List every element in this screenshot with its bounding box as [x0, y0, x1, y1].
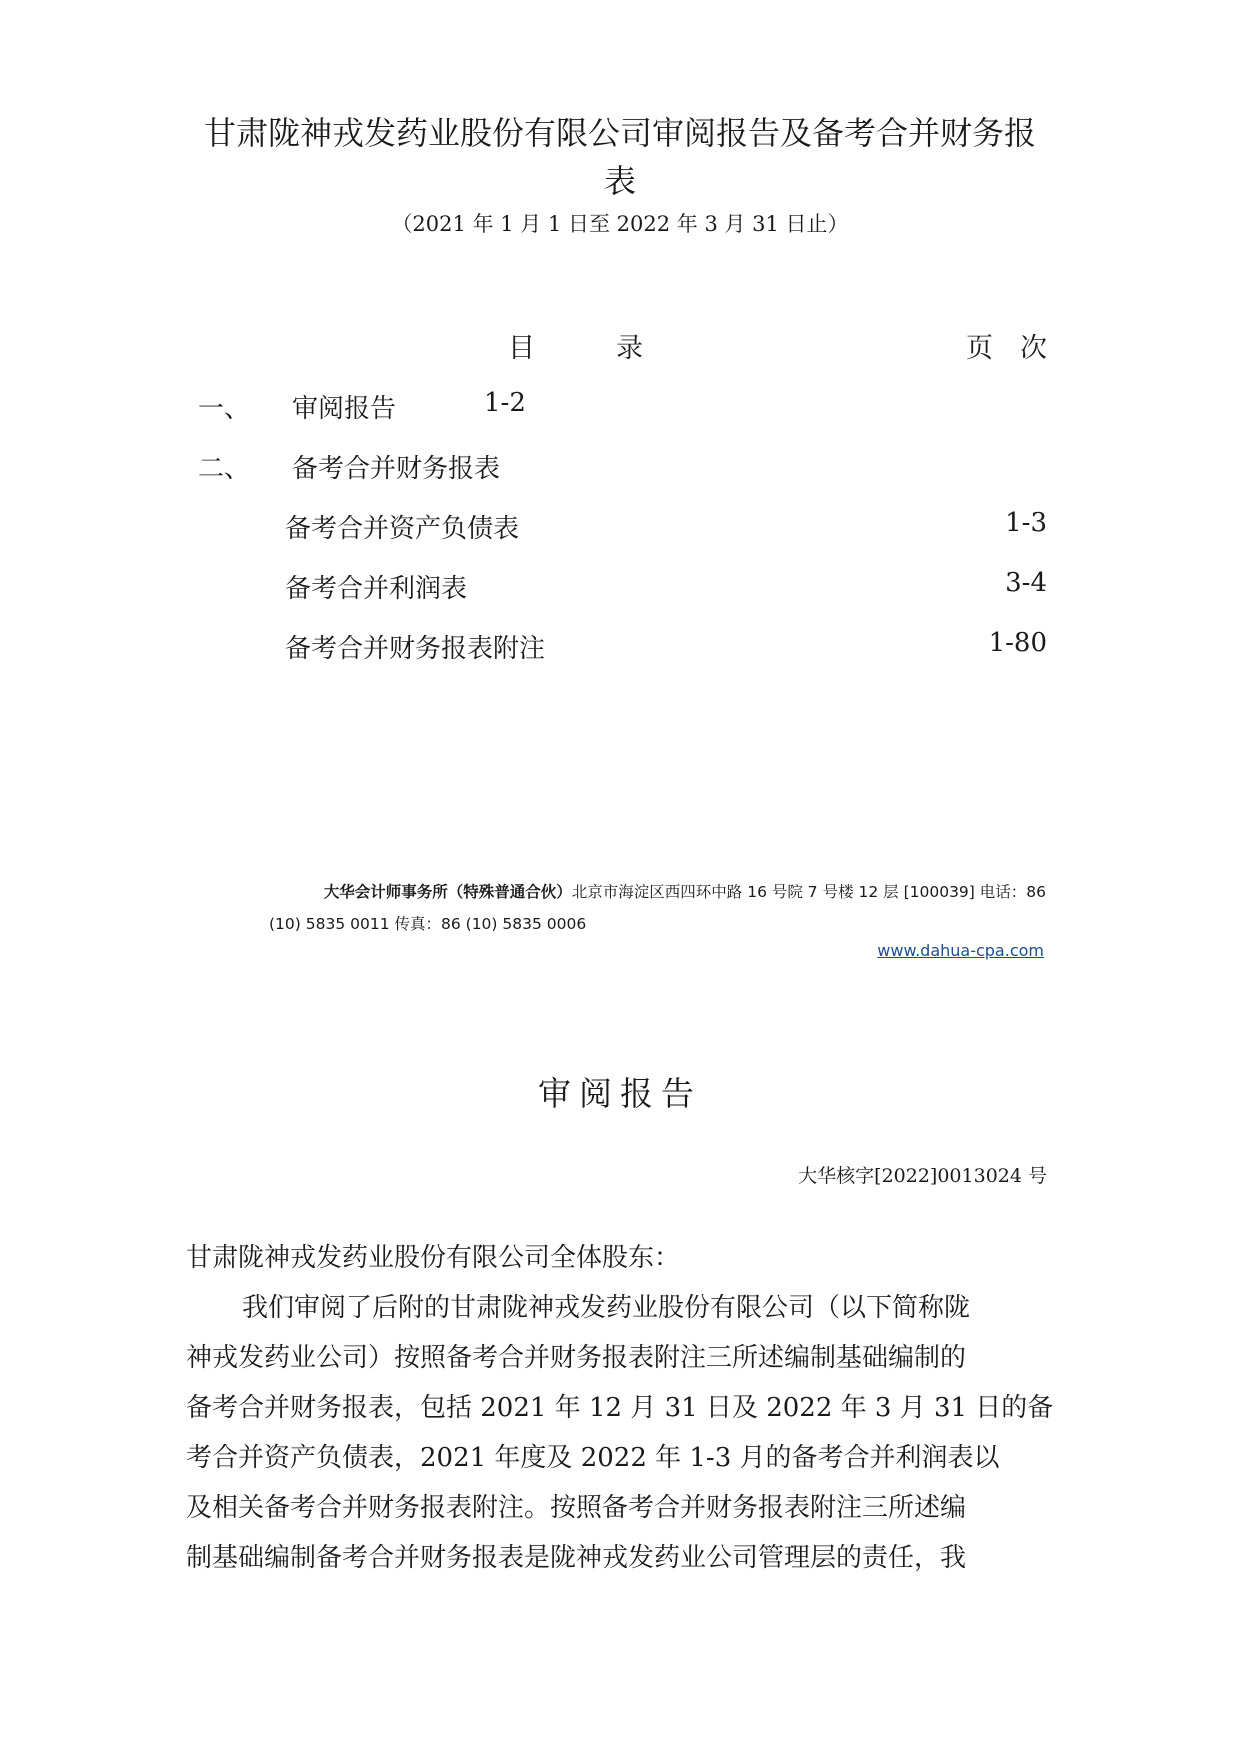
toc-heading-pages: 页 次: [966, 333, 1047, 364]
toc-subitem-balance-sheet: 备考合并资产负债表: [285, 514, 520, 544]
toc-item-2-label: 备考合并财务报表: [292, 454, 501, 484]
firm-website-link[interactable]: www.dahua-cpa.com: [877, 941, 1044, 960]
report-paragraph-line: 考合并资产负债表，2021 年度及 2022 年 1-3 月的备考合并利润表以: [186, 1443, 1000, 1473]
firm-address: 北京市海淀区西四环中路 16 号院 7 号楼 12 层 [100039] 电话：86: [571, 883, 1046, 901]
report-paragraph-line: 制基础编制备考合并财务报表是陇神戎发药业公司管理层的责任，我: [186, 1543, 967, 1573]
report-paragraph-line: 我们审阅了后附的甘肃陇神戎发药业股份有限公司（以下简称陇: [242, 1293, 971, 1323]
toc-subitem-balance-sheet-pages: 1-3: [1005, 508, 1047, 538]
report-paragraph-line: 备考合并财务报表，包括 2021 年 12 月 31 日及 2022 年 3 月 31 日的备: [186, 1393, 1054, 1423]
toc-item-2-number: 二、: [198, 454, 251, 484]
document-title-line1: 甘肃陇神戎发药业股份有限公司审阅报告及备考合并财务报: [203, 114, 1036, 152]
toc-heading-contents: 目 录: [508, 333, 643, 364]
toc-subitem-income-statement-pages: 3-4: [1005, 568, 1047, 598]
report-paragraph-line: 神戎发药业公司）按照备考合并财务报表附注三所述编制基础编制的: [186, 1343, 967, 1373]
report-title: 审阅报告: [538, 1074, 702, 1113]
document-title-line2: 表: [603, 162, 636, 200]
firm-name: 大华会计师事务所（特殊普通合伙）: [323, 883, 572, 901]
firm-phone-fax: (10) 5835 0011 传真：86 (10) 5835 0006: [269, 915, 587, 933]
toc-subitem-notes: 备考合并财务报表附注: [285, 634, 546, 664]
report-reference-number: 大华核字[2022]0013024 号: [798, 1165, 1047, 1187]
report-period: （2021 年 1 月 1 日至 2022 年 3 月 31 日止）: [391, 212, 849, 236]
firm-info-line1: [324, 880, 1046, 902]
toc-item-1-number: 一、: [198, 394, 251, 424]
report-addressee: 甘肃陇神戎发药业股份有限公司全体股东：: [186, 1243, 681, 1273]
toc-subitem-income-statement: 备考合并利润表: [285, 574, 468, 604]
toc-item-1-label: 审阅报告: [292, 394, 397, 424]
toc-item-1-pages: 1-2: [484, 388, 526, 418]
report-paragraph-line: 及相关备考合并财务报表附注。按照备考合并财务报表附注三所述编: [186, 1493, 967, 1523]
toc-subitem-notes-pages: 1-80: [988, 628, 1047, 658]
